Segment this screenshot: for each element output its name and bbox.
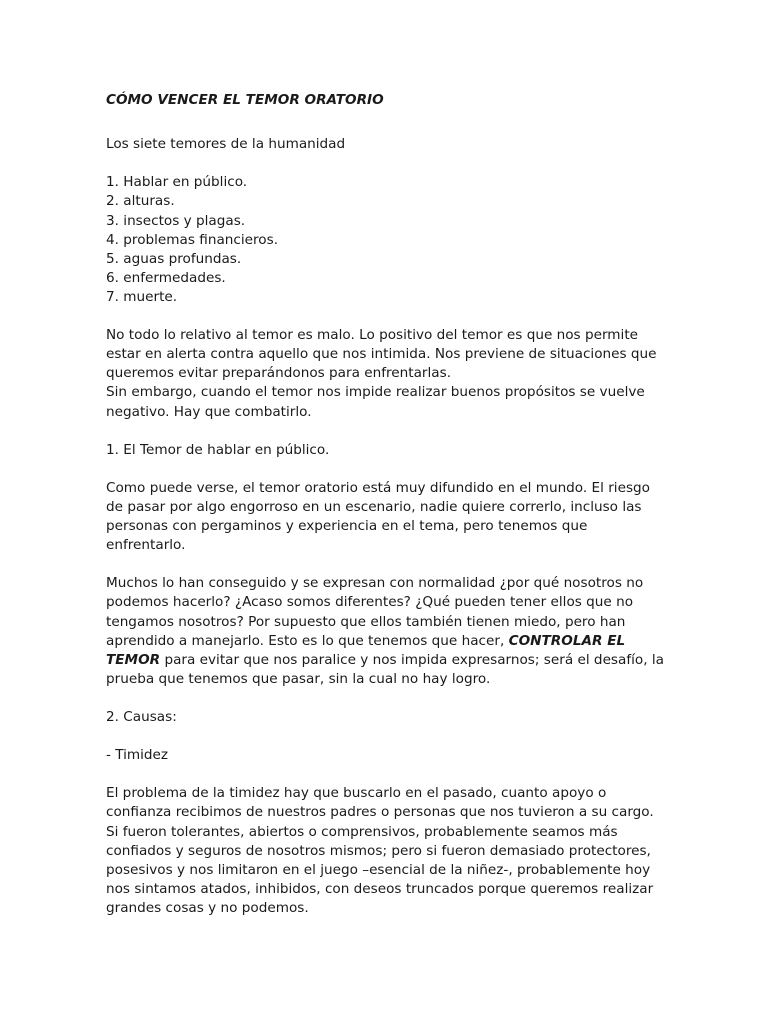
section-heading-2: 2. Causas: [106, 709, 177, 725]
list-item: 4. problemas financieros. [106, 231, 279, 248]
section-1-paragraph-2 [106, 574, 666, 689]
cause-heading-1: - Timidez [106, 747, 169, 764]
list-item: 6. enfermedades. [106, 269, 226, 286]
section-1-paragraph: Como puede verse, el temor oratorio está muy difundido en el mundo. El riesgo de pasar por algo engorroso en un escenario, nadie quiere correrlo, incluso las personas con pergaminos y experiencia en el tema, pero tenemos que enfrentarlo. [106, 479, 650, 554]
paragraph-text: para evitar que nos paralice y nos impida expresarnos; será el desafío, la prueba que tenemos que pasar, sin la cual no hay logro. [106, 651, 664, 687]
intro-paragraph-2: Sin embargo, cuando el temor nos impide realizar buenos propósitos se vuelve negativo. Hay que combatirlo. [106, 384, 645, 420]
list-item: 1. Hablar en público. [106, 174, 248, 191]
section-heading-1: 1. El Temor de hablar en público. [106, 441, 330, 458]
paragraph-text: Muchos lo han conseguido y se expresan con normalidad ¿por qué nosotros no podemos hacerlo? ¿Acaso somos diferentes? ¿Qué pueden tener ellos que no tengamos nosotros? Por supuesto que ellos también tienen miedo, pero han aprendido a manejarlo. Esto es lo que tenemos que hacer, [106, 575, 644, 649]
list-item: 3. insectos y plagas. [106, 212, 246, 229]
document-page [106, 91, 666, 918]
list-item: 5. aguas profundas. [106, 250, 242, 267]
list-item: 7. muerte. [106, 288, 178, 305]
document-subtitle: Los siete temores de la humanidad [106, 136, 346, 153]
cause-1-paragraph: El problema de la timidez hay que buscarlo en el pasado, cuanto apoyo o confianza recibimos de nuestros padres o personas que nos tuvieron a su cargo. Si fueron tolerantes, abiertos o comprensivos, probablemente seamos más confiados y seguros de nosotros mismos; pero si fueron demasiado protectores, posesivos y nos limitaron en el juego –esencial de la niñez-, probablemente hoy nos sintamos atados, inhibidos, con deseos truncados porque queremos realizar grandes cosas y no podemos. [106, 785, 654, 916]
list-item: 2. alturas. [106, 193, 175, 210]
fears-list [106, 173, 666, 307]
document-title: CÓMO VENCER EL TEMOR ORATORIO [106, 92, 384, 108]
intro-paragraph: No todo lo relativo al temor es malo. Lo positivo del temor es que nos permite estar en alerta contra aquello que nos intimida. Nos previene de situaciones que queremos evitar preparándonos para enfrentarlas. [106, 327, 657, 382]
emphasis-text: CONTROLAR EL TEMOR [106, 632, 626, 668]
